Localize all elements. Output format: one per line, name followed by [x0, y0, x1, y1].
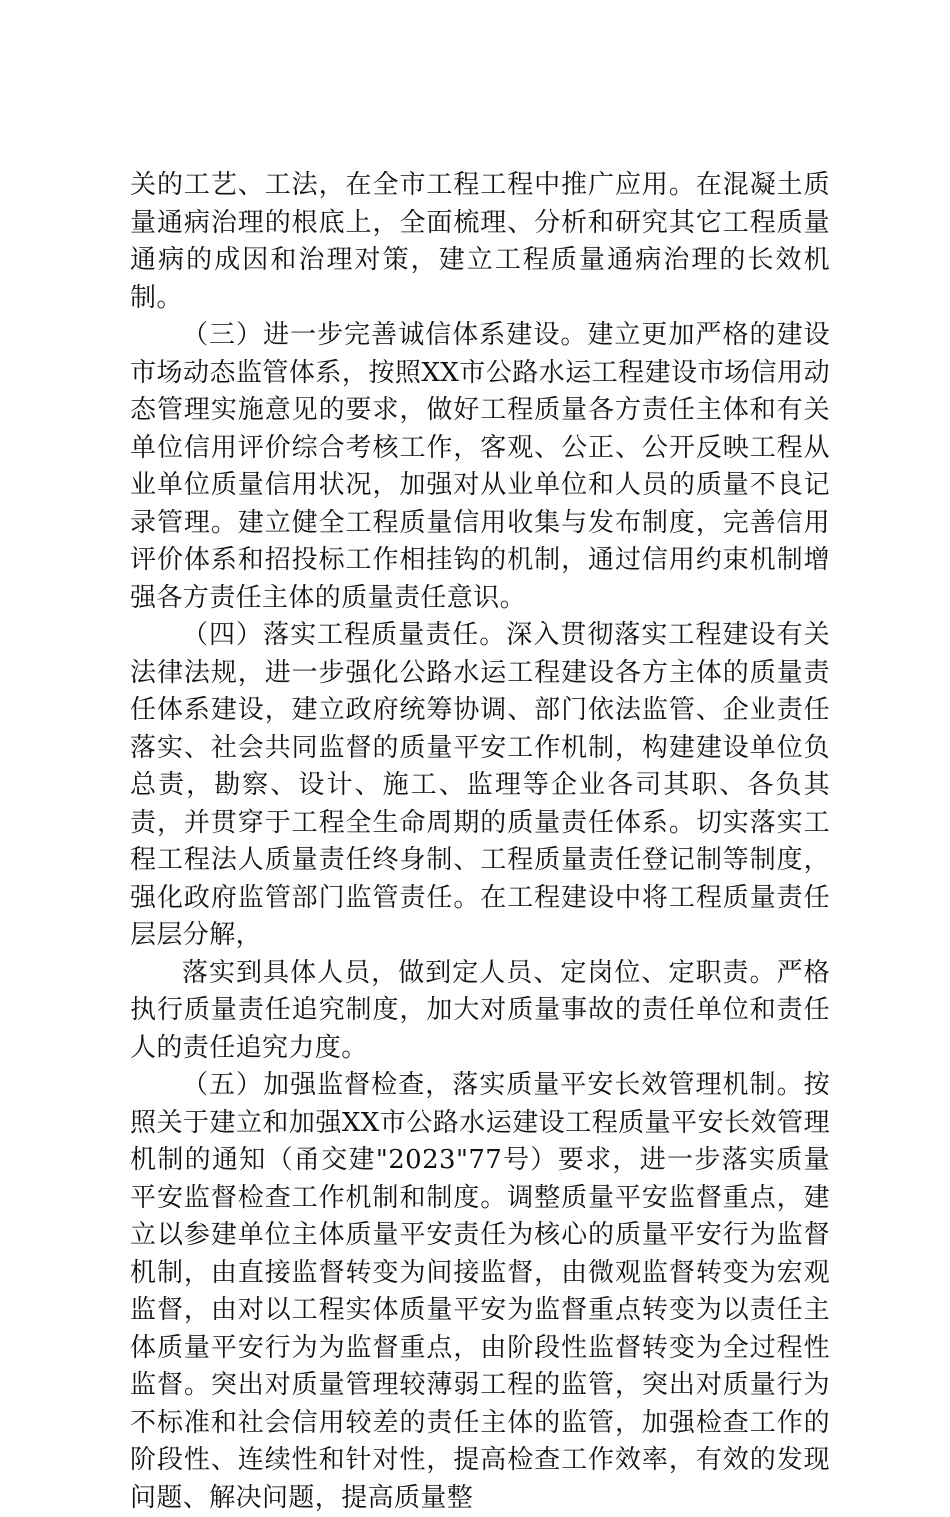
document-body: [130, 167, 830, 1517]
paragraph-supervision-inspection: （五）加强监督检查，落实质量平安长效管理机制。按照关于建立和加强XX市公路水运建设工程质量平安长效管理机制的通知（甬交建"2023"77号）要求，进一步落实质量平安监督检查工作机制和制度。调整质量平安监督重点，建立以参建单位主体质量平安责任为核心的质量平安行为监督机制，由直接监督转变为间接监督，由微观监督转变为宏观监督，由对以工程实体质量平安为监督重点转变为以责任主体质量平安行为为监督重点，由阶段性监督转变为全过程性监督。突出对质量管理较薄弱工程的监管，突出对质量行为不标准和社会信用较差的责任主体的监管，加强检查工作的阶段性、连续性和针对性，提高检查工作效率，有效的发现问题、解决问题，提高质量整: [130, 1070, 830, 1513]
paragraph-responsibility-implementation: 落实到具体人员，做到定人员、定岗位、定职责。严格执行质量责任追究制度，加大对质量事故的责任单位和责任人的责任追究力度。: [130, 957, 830, 1063]
paragraph-quality-responsibility: （四）落实工程质量责任。深入贯彻落实工程建设有关法律法规，进一步强化公路水运工程建设各方主体的质量责任体系建设，建立政府统筹协调、部门依法监管、企业责任落实、社会共同监督的质量平安工作机制，构建建设单位负总责，勘察、设计、施工、监理等企业各司其职、各负其责，并贯穿于工程全生命周期的质量责任体系。切实落实工程工程法人质量责任终身制、工程质量责任登记制等制度，强化政府监管部门监管责任。在工程建设中将工程质量责任层层分解，: [130, 620, 830, 950]
paragraph-integrity-system: （三）进一步完善诚信体系建设。建立更加严格的建设市场动态监管体系，按照XX市公路水运工程建设市场信用动态管理实施意见的要求，做好工程质量各方责任主体和有关单位信用评价综合考核工作，客观、公正、公开反映工程从业单位质量信用状况，加强对从业单位和人员的质量不良记录管理。建立健全工程质量信用收集与发布制度，完善信用评价体系和招投标工作相挂钩的机制，通过信用约束机制增强各方责任主体的质量责任意识。: [130, 320, 830, 613]
paragraph-continuation: 关的工艺、工法，在全市工程工程中推广应用。在混凝土质量通病治理的根底上，全面梳理、分析和研究其它工程质量通病的成因和治理对策，建立工程质量通病治理的长效机制。: [130, 170, 830, 313]
